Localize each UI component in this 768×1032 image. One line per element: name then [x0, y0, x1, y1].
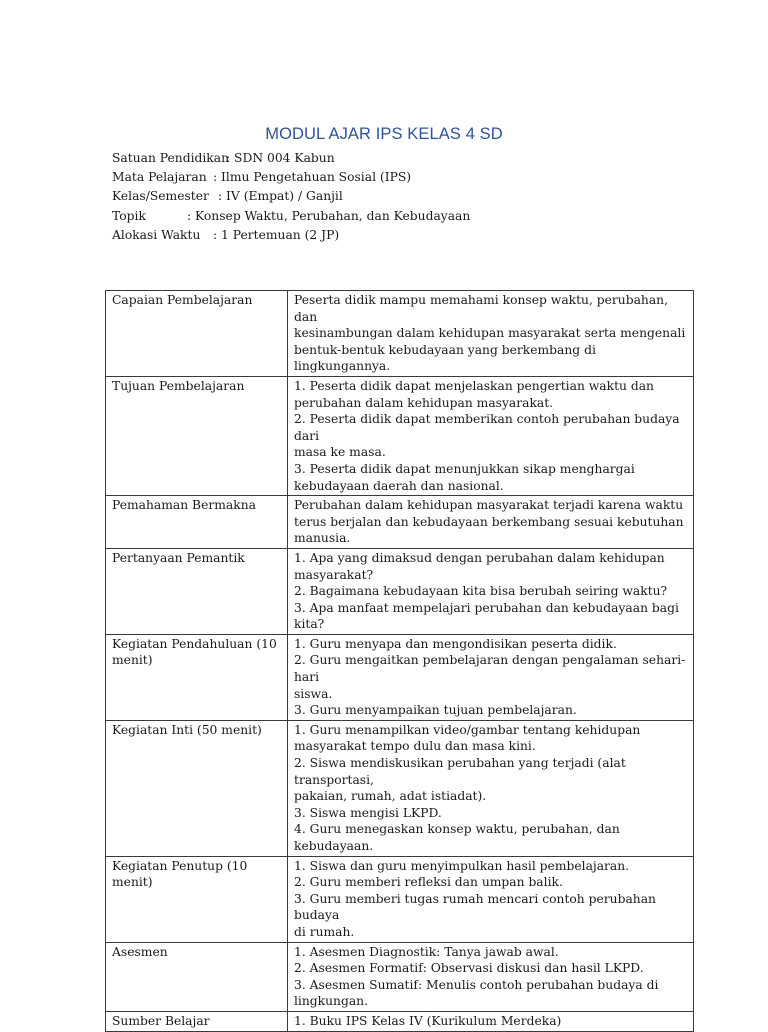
row-content: [288, 1011, 694, 1031]
meta-value: : 1 Pertemuan (2 JP): [213, 227, 340, 242]
meta-row-satuan-pendidikan: [112, 149, 470, 168]
content-line: 2. Guru mengaitkan pembelajaran dengan pengalaman sehari-hari: [294, 653, 686, 685]
meta-value: : Konsep Waktu, Perubahan, dan Kebudayaan: [187, 208, 471, 223]
content-line: kesinambungan dalam kehidupan masyarakat serta mengenali: [294, 326, 686, 341]
row-label: Kegiatan Inti (50 menit): [106, 720, 288, 856]
row-content: [288, 634, 694, 720]
content-line: 3. Guru memberi tugas rumah mencari contoh perubahan budaya: [294, 891, 656, 923]
content-line: 1. Peserta didik dapat menjelaskan pengertian waktu dan: [294, 378, 654, 393]
content-line: 1. Apa yang dimaksud dengan perubahan dalam kehidupan: [294, 550, 665, 565]
meta-value: : IV (Empat) / Ganjil: [218, 189, 343, 204]
content-line: 3. Peserta didik dapat menunjukkan sikap menghargai: [294, 461, 635, 476]
row-content: [288, 291, 694, 377]
row-content: [288, 376, 694, 495]
content-line: di rumah.: [294, 924, 355, 939]
content-line: 1. Guru menampilkan video/gambar tentang kehidupan: [294, 722, 641, 737]
content-line: bentuk-bentuk kebudayaan yang berkembang di lingkungannya.: [294, 342, 596, 374]
row-label: Kegiatan Pendahuluan (10 menit): [106, 634, 288, 720]
meta-label: Satuan Pendidikan: [112, 151, 230, 165]
content-line: perubahan dalam kehidupan masyarakat.: [294, 395, 554, 410]
row-label: Sumber Belajar: [106, 1011, 288, 1031]
row-content: [288, 720, 694, 856]
row-label: Asesmen: [106, 942, 288, 1011]
row-label: Pertanyaan Pemantik: [106, 548, 288, 634]
meta-value: : Ilmu Pengetahuan Sosial (IPS): [213, 170, 412, 185]
content-line: 2. Peserta didik dapat memberikan contoh perubahan budaya dari: [294, 412, 680, 443]
content-line: 1. Guru menyapa dan mengondisikan peserta didik.: [294, 636, 617, 651]
content-line: Perubahan dalam kehidupan masyarakat terjadi karena waktu: [294, 498, 684, 513]
content-line: 3. Siswa mengisi LKPD.: [294, 805, 442, 820]
row-content: [288, 942, 694, 1011]
content-line: masa ke masa.: [294, 445, 386, 460]
content-line: 2. Guru memberi refleksi dan umpan balik.: [294, 875, 563, 890]
content-line: 1. Buku IPS Kelas IV (Kurikulum Merdeka): [294, 1013, 562, 1028]
meta-value: : SDN 004 Kabun: [226, 151, 335, 165]
row-content: [288, 856, 694, 942]
content-line: 3. Guru menyampaikan tujuan pembelajaran.: [294, 703, 577, 718]
content-line: 1. Siswa dan guru menyimpulkan hasil pembelajaran.: [294, 858, 630, 873]
meta-label: Alokasi Waktu: [112, 227, 201, 242]
table-row-tujuan-pembelajaran: [106, 376, 694, 495]
row-content: [288, 548, 694, 634]
table-row-sumber-belajar: [106, 1011, 694, 1031]
content-line: masyarakat tempo dulu dan masa kini.: [294, 739, 536, 754]
identity-block: [112, 149, 470, 245]
meta-row-alokasi-waktu: [112, 226, 470, 245]
row-label: Pemahaman Bermakna: [106, 496, 288, 549]
content-line: pakaian, rumah, adat istiadat).: [294, 789, 487, 804]
meta-label: Mata Pelajaran: [112, 170, 207, 185]
content-line: 2. Asesmen Formatif: Observasi diskusi dan hasil LKPD.: [294, 961, 644, 976]
content-line: kebudayaan daerah dan nasional.: [294, 478, 504, 493]
content-line: 1. Asesmen Diagnostik: Tanya jawab awal.: [294, 944, 559, 959]
table-row-asesmen: [106, 942, 694, 1011]
table-row-kegiatan-inti: [106, 720, 694, 856]
row-label: Tujuan Pembelajaran: [106, 376, 288, 495]
table-row-kegiatan-pendahuluan: [106, 634, 694, 720]
content-line: lingkungan.: [294, 994, 368, 1009]
content-line: manusia.: [294, 531, 351, 546]
content-line: 2. Bagaimana kebudayaan kita bisa berubah seiring waktu?: [294, 584, 668, 599]
meta-row-kelas-semester: [112, 187, 470, 206]
table-row-pemahaman-bermakna: [106, 496, 694, 549]
meta-row-topik: [112, 207, 470, 226]
table-row-capaian-pembelajaran: [106, 291, 694, 377]
content-line: siswa.: [294, 686, 333, 701]
meta-label: Topik: [112, 208, 146, 223]
row-label: Capaian Pembelajaran: [106, 291, 288, 377]
table-row-pertanyaan-pemantik: [106, 548, 694, 634]
content-line: 3. Apa manfaat mempelajari perubahan dan kebudayaan bagi kita?: [294, 600, 679, 632]
module-table: [105, 290, 694, 1032]
table-row-kegiatan-penutup: [106, 856, 694, 942]
row-content: [288, 496, 694, 549]
content-line: 4. Guru menegaskan konsep waktu, perubahan, dan kebudayaan.: [294, 822, 620, 853]
meta-label: Kelas/Semester: [112, 189, 209, 204]
row-label: Kegiatan Penutup (10 menit): [106, 856, 288, 942]
content-line: 2. Siswa mendiskusikan perubahan yang terjadi (alat transportasi,: [294, 756, 626, 787]
content-line: 3. Asesmen Sumatif: Menulis contoh perubahan budaya di: [294, 977, 659, 992]
document-title: MODUL AJAR IPS KELAS 4 SD: [265, 125, 503, 143]
meta-row-mata-pelajaran: [112, 168, 470, 187]
content-line: Peserta didik mampu memahami konsep waktu, perubahan, dan: [294, 293, 669, 324]
content-line: masyarakat?: [294, 567, 374, 582]
content-line: terus berjalan dan kebudayaan berkembang sesuai kebutuhan: [294, 514, 684, 529]
